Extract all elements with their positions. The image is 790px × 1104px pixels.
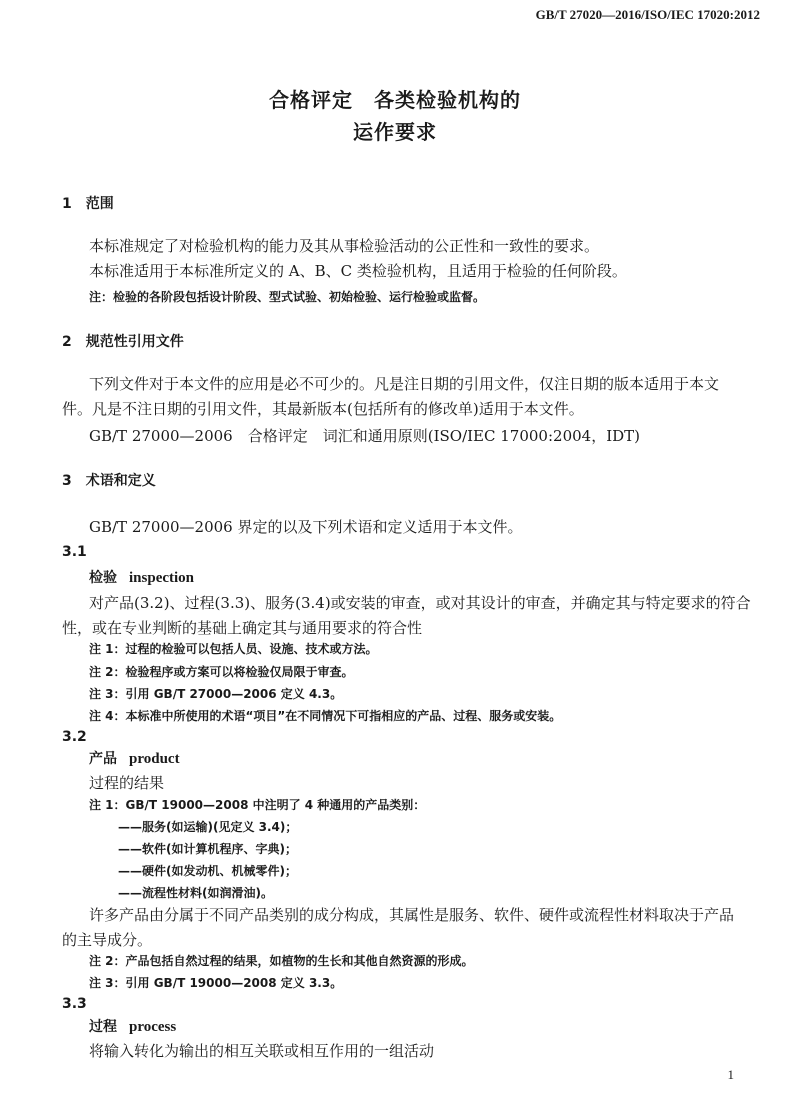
section-1-heading: 1 范围 [62, 196, 114, 212]
paragraph: 件。凡是不注日期的引用文件，其最新版本(包括所有的修改单)适用于本文件。 [62, 400, 584, 418]
note: 注 3：引用 GB/T 19000—2008 定义 3.3。 [89, 976, 343, 990]
term-number: 3.1 [62, 544, 87, 560]
page-title-line1: 合格评定 各类检验机构的 [269, 88, 521, 112]
note: 注 1：GB/T 19000—2008 中注明了 4 种通用的产品类别： [89, 798, 426, 812]
paragraph: 许多产品由分属于不同产品类别的成分构成，其属性是服务、软件、硬件或流程性材料取决于产品 [89, 906, 735, 924]
paragraph: 本标准规定了对检验机构的能力及其从事检验活动的公正性和一致性的要求。 [89, 237, 600, 255]
note: 注：检验的各阶段包括设计阶段、型式试验、初始检验、运行检验或监督。 [89, 290, 486, 304]
note: 注 4：本标准中所使用的术语“项目”在不同情况下可指相应的产品、过程、服务或安装。 [89, 709, 562, 723]
list-item: ——软件(如计算机程序、字典)； [118, 842, 297, 856]
term-heading [89, 752, 180, 767]
note: 注 2：产品包括自然过程的结果，如植物的生长和其他自然资源的形成。 [89, 954, 474, 968]
note: 注 1：过程的检验可以包括人员、设施、技术或方法。 [89, 642, 378, 656]
paragraph: 的主导成分。 [62, 931, 153, 949]
section-2-heading: 2 规范性引用文件 [62, 334, 184, 350]
term-zh: 产品 [89, 751, 117, 767]
term-number: 3.2 [62, 729, 87, 745]
list-item: ——服务(如运输)(见定义 3.4)； [118, 820, 298, 834]
page-title-line2: 运作要求 [353, 120, 437, 144]
term-heading [89, 1020, 176, 1035]
paragraph: GB/T 27000—2006 界定的以及下列术语和定义适用于本文件。 [89, 518, 523, 536]
term-en: process [129, 1019, 177, 1035]
definition: 性，或在专业判断的基础上确定其与通用要求的符合性 [62, 619, 423, 637]
page-number: 1 [727, 1067, 734, 1082]
definition: 过程的结果 [89, 774, 165, 792]
definition: 将输入转化为输出的相互关联或相互作用的一组活动 [89, 1042, 435, 1060]
term-zh: 过程 [89, 1019, 117, 1035]
list-item: ——硬件(如发动机、机械零件)； [118, 864, 297, 878]
term-zh: 检验 [89, 570, 117, 586]
list-item: ——流程性材料(如润滑油)。 [118, 886, 273, 900]
paragraph: 本标准适用于本标准所定义的 A、B、C 类检验机构，且适用于检验的任何阶段。 [89, 262, 627, 280]
term-en: product [129, 751, 180, 767]
section-3-heading: 3 术语和定义 [62, 473, 156, 489]
normative-reference: GB/T 27000—2006 合格评定 词汇和通用原则(ISO/IEC 17000:2004，IDT) [89, 427, 641, 445]
paragraph: 下列文件对于本文件的应用是必不可少的。凡是注日期的引用文件，仅注日期的版本适用于本文 [89, 375, 720, 393]
term-en: inspection [129, 570, 195, 586]
running-header: GB/T 27020—2016/ISO/IEC 17020:2012 [535, 7, 760, 22]
note: 注 2：检验程序或方案可以将检验仅局限于审查。 [89, 665, 354, 679]
term-heading [89, 571, 194, 586]
definition: 对产品(3.2)、过程(3.3)、服务(3.4)或安装的审查，或对其设计的审查，并确定其与特定要求的符合 [89, 594, 751, 612]
term-number: 3.3 [62, 996, 87, 1012]
note: 注 3：引用 GB/T 27000—2006 定义 4.3。 [89, 687, 343, 701]
